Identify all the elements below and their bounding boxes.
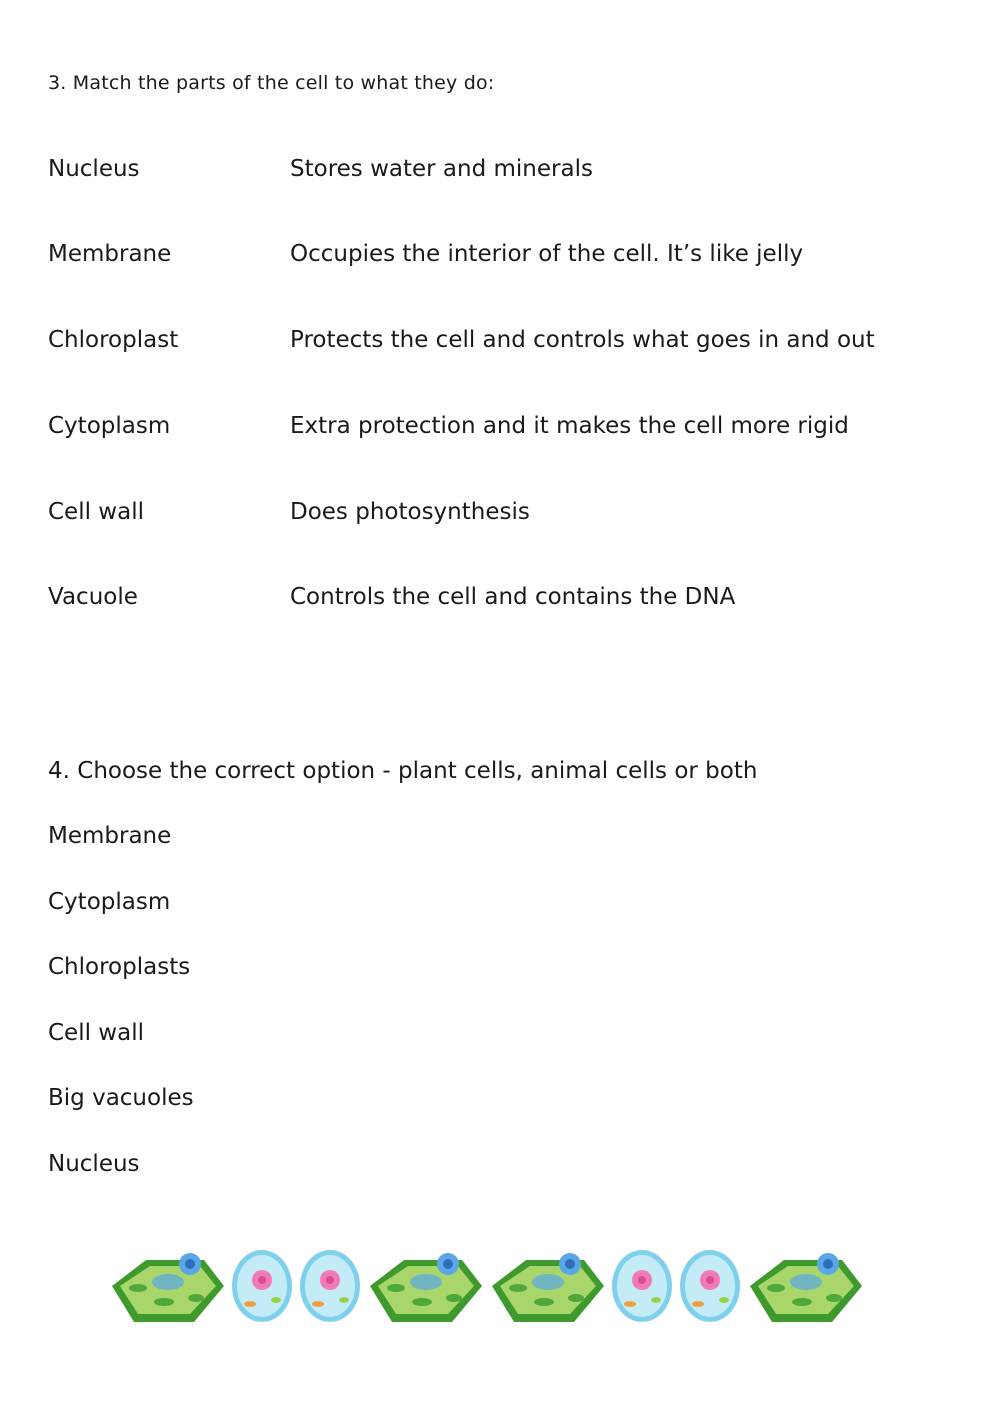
match-row	[48, 413, 948, 445]
cell-illustration-strip	[108, 1238, 898, 1334]
match-definition[interactable]: Occupies the interior of the cell. It’s like jelly	[290, 241, 804, 267]
animal-cell-icon	[680, 1250, 740, 1322]
match-row	[48, 327, 948, 359]
match-row	[48, 241, 948, 273]
match-term[interactable]: Cytoplasm	[48, 413, 171, 439]
match-definition[interactable]: Protects the cell and controls what goes in and out	[290, 327, 875, 353]
animal-cell-icon	[232, 1250, 292, 1322]
match-definition[interactable]: Extra protection and it makes the cell more rigid	[290, 413, 849, 439]
question-4-title: 4. Choose the correct option - plant cells, animal cells or both	[48, 758, 758, 784]
match-term[interactable]: Nucleus	[48, 156, 140, 182]
match-term[interactable]: Cell wall	[48, 499, 144, 525]
match-term[interactable]: Vacuole	[48, 584, 138, 610]
match-term[interactable]: Chloroplast	[48, 327, 179, 353]
plant-cell-icon	[750, 1253, 862, 1322]
animal-cell-icon	[612, 1250, 672, 1322]
match-definition[interactable]: Stores water and minerals	[290, 156, 593, 182]
option-item[interactable]: Cell wall	[48, 1020, 144, 1046]
option-item[interactable]: Chloroplasts	[48, 954, 191, 980]
option-item[interactable]: Cytoplasm	[48, 889, 171, 915]
match-row	[48, 499, 948, 531]
match-row	[48, 156, 948, 188]
question-3-title: 3. Match the parts of the cell to what they do:	[48, 72, 495, 94]
match-definition[interactable]: Does photosynthesis	[290, 499, 530, 525]
option-item[interactable]: Nucleus	[48, 1151, 140, 1177]
match-definition[interactable]: Controls the cell and contains the DNA	[290, 584, 736, 610]
option-item[interactable]: Membrane	[48, 823, 172, 849]
option-item[interactable]: Big vacuoles	[48, 1085, 194, 1111]
match-row	[48, 584, 948, 616]
plant-cell-icon	[492, 1253, 604, 1322]
plant-cell-icon	[370, 1253, 482, 1322]
plant-cell-icon	[112, 1253, 224, 1322]
match-term[interactable]: Membrane	[48, 241, 172, 267]
animal-cell-icon	[300, 1250, 360, 1322]
